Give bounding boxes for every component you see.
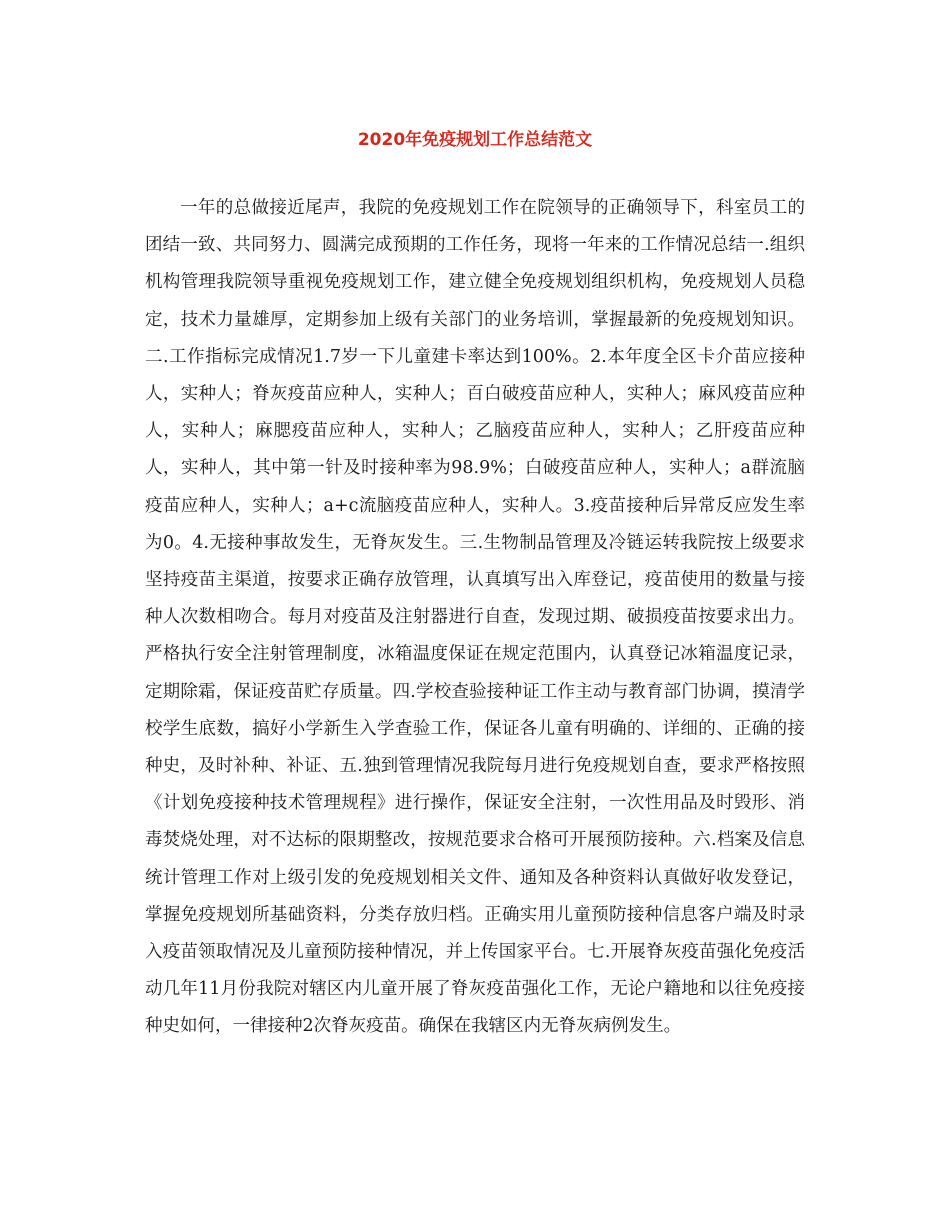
- document-title: 2020年免疫规划工作总结范文: [357, 130, 593, 150]
- document-body-paragraph: 一年的总做接近尾声，我院的免疫规划工作在院领导的正确领导下，科室员工的团结一致、共同努力、圆满完成预期的工作任务，现将一年来的工作情况总结一.组织机构管理我院领导重视免疫规划工作，建立健全免疫规划组织机构，免疫规划人员稳定，技术力量雄厚，定期参加上级有关部门的业务培训，掌握最新的免疫规划知识。二.工作指标完成情况1.7岁一下儿童建卡率达到100%。2.本年度全区卡介苗应接种人，实种人；脊灰疫苗应种人，实种人；百白破疫苗应种人，实种人；麻风疫苗应种人，实种人；麻腮疫苗应种人，实种人；乙脑疫苗应种人，实种人；乙肝疫苗应种人，实种人，其中第一针及时接种率为98.9%；白破疫苗应种人，实种人；a群流脑疫苗应种人，实种人；a+c流脑疫苗应种人，实种人。3.疫苗接种后异常反应发生率为0。4.无接种事故发生，无脊灰发生。三.生物制品管理及冷链运转我院按上级要求坚持疫苗主渠道，按要求正确存放管理，认真填写出入库登记，疫苗使用的数量与接种人次数相吻合。每月对疫苗及注射器进行自查，发现过期、破损疫苗按要求出力。严格执行安全注射管理制度，冰箱温度保证在规定范围内，认真登记冰箱温度记录，定期除霜，保证疫苗贮存质量。四.学校查验接种证工作主动与教育部门协调，摸清学校学生底数，搞好小学新生入学查验工作，保证各儿童有明确的、详细的、正确的接种史，及时补种、补证、五.独到管理情况我院每月进行免疫规划自查，要求严格按照《计划免疫接种技术管理规程》进行操作，保证安全注射，一次性用品及时毁形、消毒焚烧处理，对不达标的限期整改，按规范要求合格可开展预防接种。六.档案及信息统计管理工作对上级引发的免疫规划相关文件、通知及各种资料认真做好收发登记，掌握免疫规划所基础资料，分类存放归档。正确实用儿童预防接种信息客户端及时录入疫苗领取情况及儿童预防接种情况，并上传国家平台。七.开展脊灰疫苗强化免疫活动几年11月份我院对辖区内儿童开展了脊灰疫苗强化工作，无论户籍地和以往免疫接种史如何，一律接种2次脊灰疫苗。确保在我辖区内无脊灰病例发生。: [145, 198, 805, 1037]
